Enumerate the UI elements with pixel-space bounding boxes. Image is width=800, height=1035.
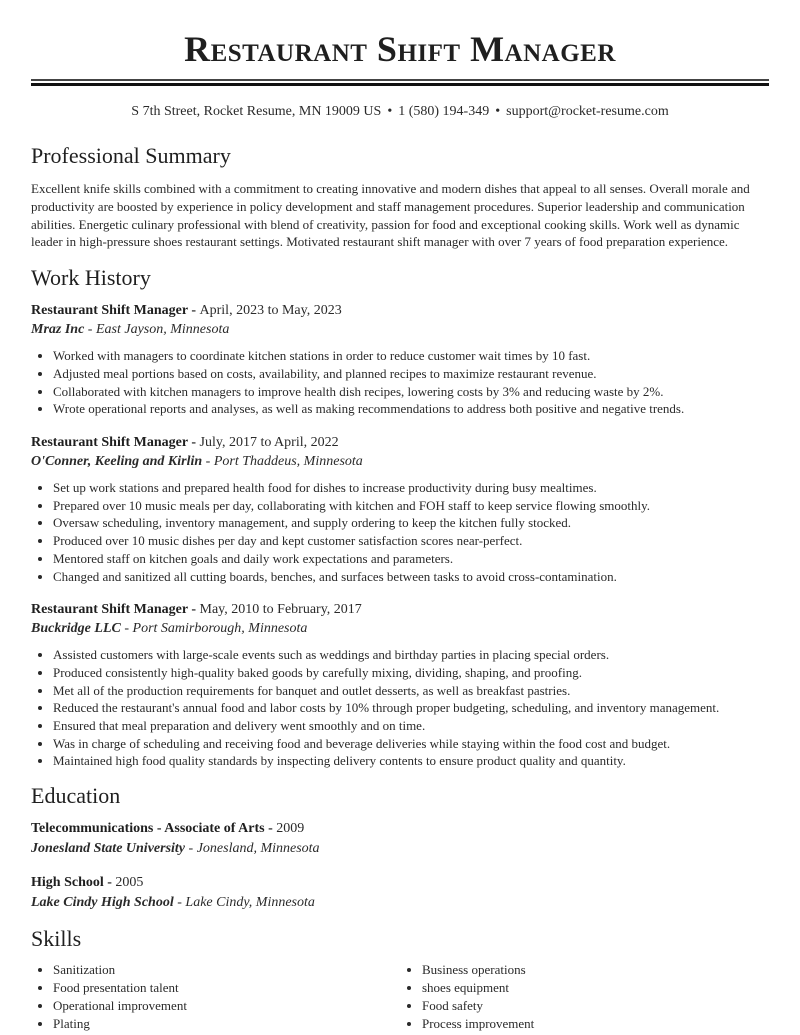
professional-summary-section xyxy=(31,142,769,251)
skill-item: • Sanitization xyxy=(53,961,400,979)
skill-item: • Business operations xyxy=(422,961,769,979)
education-degree-line xyxy=(31,819,769,839)
dash-separator: - xyxy=(173,894,186,910)
skill-item: • Process improvement xyxy=(422,1015,769,1033)
job-company: Buckridge LLC xyxy=(31,621,121,637)
bullet-separator-icon: • xyxy=(387,104,393,119)
education-entry xyxy=(31,819,769,858)
skill-item: • Food safety xyxy=(422,997,769,1015)
section-heading-summary: Professional Summary xyxy=(31,143,231,168)
list-item: • Oversaw scheduling, inventory management, and supply ordering to keep the kitchen fully stocked. xyxy=(53,514,769,532)
skill-item: • Operational improvement xyxy=(53,997,400,1015)
skill-item: • Plating xyxy=(53,1015,400,1033)
dash-separator: - xyxy=(202,454,214,469)
contact-line xyxy=(31,102,769,122)
job-entry xyxy=(31,600,769,770)
job-company-line xyxy=(31,452,769,471)
skill-item: • shoes equipment xyxy=(422,979,769,997)
dash-separator: - xyxy=(187,602,200,618)
job-location: Port Thaddeus, Minnesota xyxy=(213,454,363,469)
education-school: Lake Cindy High School xyxy=(31,894,174,910)
education-location: Lake Cindy, Minnesota xyxy=(185,894,315,910)
rule-thick-line xyxy=(31,83,769,86)
skills-grid xyxy=(31,953,769,1033)
summary-text: Excellent knife skills combined with a commitment to creating innovative and modern dishes that appeal to all senses. Overall morale and productivity are boosted by experience in policy development and staff management procedures. Superior leadership and communication abilities. Energetic culinary professional with blend of creativity, passion for food and exceptional cooking skills. Work well as dynamic leader in high-pressure shoes restaurant settings. Motivated restaurant shift manager with over 7 years of food preparation experience. xyxy=(31,181,750,250)
list-item: • Prepared over 10 music meals per day, collaborating with kitchen and FOH staff to keep service flowing smoothly. xyxy=(53,497,769,515)
contact-phone: 1 (580) 194-349 xyxy=(398,104,490,119)
job-title: Restaurant Shift Manager xyxy=(31,435,188,450)
list-item: • Wrote operational reports and analyses, as well as making recommendations to address both positive and negative trends. xyxy=(53,400,769,418)
education-year: 2005 xyxy=(115,875,144,891)
education-degree: Telecommunications - Associate of Arts xyxy=(31,821,265,837)
job-dates: July, 2017 to April, 2022 xyxy=(199,435,339,450)
job-company-line xyxy=(31,619,769,638)
job-bullet-list xyxy=(31,347,769,418)
job-dates: April, 2023 to May, 2023 xyxy=(199,303,342,319)
dash-separator: - xyxy=(264,821,277,837)
contact-email: support@rocket-resume.com xyxy=(506,104,669,119)
skills-list-left xyxy=(31,961,400,1033)
job-title: Restaurant Shift Manager xyxy=(31,602,188,618)
list-item: • Met all of the production requirements for banquet and outlet desserts, as well as breakfast pastries. xyxy=(53,682,769,700)
job-location: East Jayson, Minnesota xyxy=(95,322,230,338)
education-degree-line xyxy=(31,873,769,893)
header-double-rule xyxy=(31,79,769,86)
education-section xyxy=(31,782,769,912)
list-item: • Adjusted meal portions based on costs, availability, and planned recipes to maximize restaurant revenue. xyxy=(53,365,769,383)
dash-separator: - xyxy=(103,875,116,891)
section-heading-education: Education xyxy=(31,783,121,809)
job-title-line xyxy=(31,433,769,452)
job-title-line xyxy=(31,301,769,320)
education-location: Jonesland, Minnesota xyxy=(196,840,320,856)
job-title-line xyxy=(31,600,769,619)
education-entry xyxy=(31,873,769,912)
section-heading-work-history: Work History xyxy=(31,265,151,291)
dash-separator: - xyxy=(185,840,197,856)
dash-separator: - xyxy=(84,322,96,338)
list-item: • Produced over 10 music dishes per day and kept customer satisfaction scores near-perfect. xyxy=(53,532,769,550)
skills-section xyxy=(31,925,769,1033)
list-item: • Set up work stations and prepared health food for dishes to increase productivity during busy mealtimes. xyxy=(53,479,769,497)
bullet-separator-icon: • xyxy=(495,104,501,119)
list-item: • Produced consistently high-quality baked goods by carefully mixing, dividing, shaping, and proofing. xyxy=(53,664,769,682)
list-item: • Collaborated with kitchen managers to improve health dish recipes, lowering costs by 3% and reducing waste by 2%. xyxy=(53,383,769,401)
education-school-line xyxy=(31,839,769,859)
section-heading-skills: Skills xyxy=(31,926,82,952)
list-item: • Was in charge of scheduling and receiving food and beverage deliveries while staying within the food cost and budget. xyxy=(53,735,769,753)
education-degree: High School xyxy=(31,875,104,891)
dash-separator: - xyxy=(187,435,200,450)
education-year: 2009 xyxy=(276,821,305,837)
dash-separator: - xyxy=(120,621,133,637)
skills-list-right xyxy=(400,961,769,1033)
job-entry xyxy=(31,433,769,585)
contact-address: S 7th Street, Rocket Resume, MN 19009 US xyxy=(131,104,382,119)
job-bullet-list xyxy=(31,479,769,585)
work-history-section xyxy=(31,264,769,770)
list-item: • Changed and sanitized all cutting boards, benches, and surfaces between tasks to avoid cross-contamination. xyxy=(53,568,769,586)
list-item: • Maintained high food quality standards by inspecting delivery contents to ensure product quality and quantity. xyxy=(53,752,769,770)
list-item: • Assisted customers with large-scale events such as weddings and birthday parties in placing special orders. xyxy=(53,646,769,664)
list-item: • Mentored staff on kitchen goals and daily work expectations and parameters. xyxy=(53,550,769,568)
education-school-line xyxy=(31,893,769,913)
job-location: Port Samirborough, Minnesota xyxy=(132,621,308,637)
rule-thin-line xyxy=(31,79,769,81)
skill-item: • Food presentation talent xyxy=(53,979,400,997)
dash-separator: - xyxy=(187,303,200,319)
job-bullet-list xyxy=(31,646,769,770)
job-company: O'Conner, Keeling and Kirlin xyxy=(31,454,203,469)
job-company: Mraz Inc xyxy=(31,322,85,338)
list-item: • Worked with managers to coordinate kitchen stations in order to reduce customer wait times by 10 fast. xyxy=(53,347,769,365)
job-company-line xyxy=(31,320,769,339)
job-dates: May, 2010 to February, 2017 xyxy=(199,602,362,618)
resume-name-title: Restaurant Shift Manager xyxy=(184,29,616,69)
job-entry xyxy=(31,301,769,418)
education-school: Jonesland State University xyxy=(31,840,186,856)
list-item: • Reduced the restaurant's annual food and labor costs by 10% through proper budgeting, scheduling, and inventory management. xyxy=(53,699,769,717)
list-item: • Ensured that meal preparation and delivery went smoothly and on time. xyxy=(53,717,769,735)
job-title: Restaurant Shift Manager xyxy=(31,303,188,319)
